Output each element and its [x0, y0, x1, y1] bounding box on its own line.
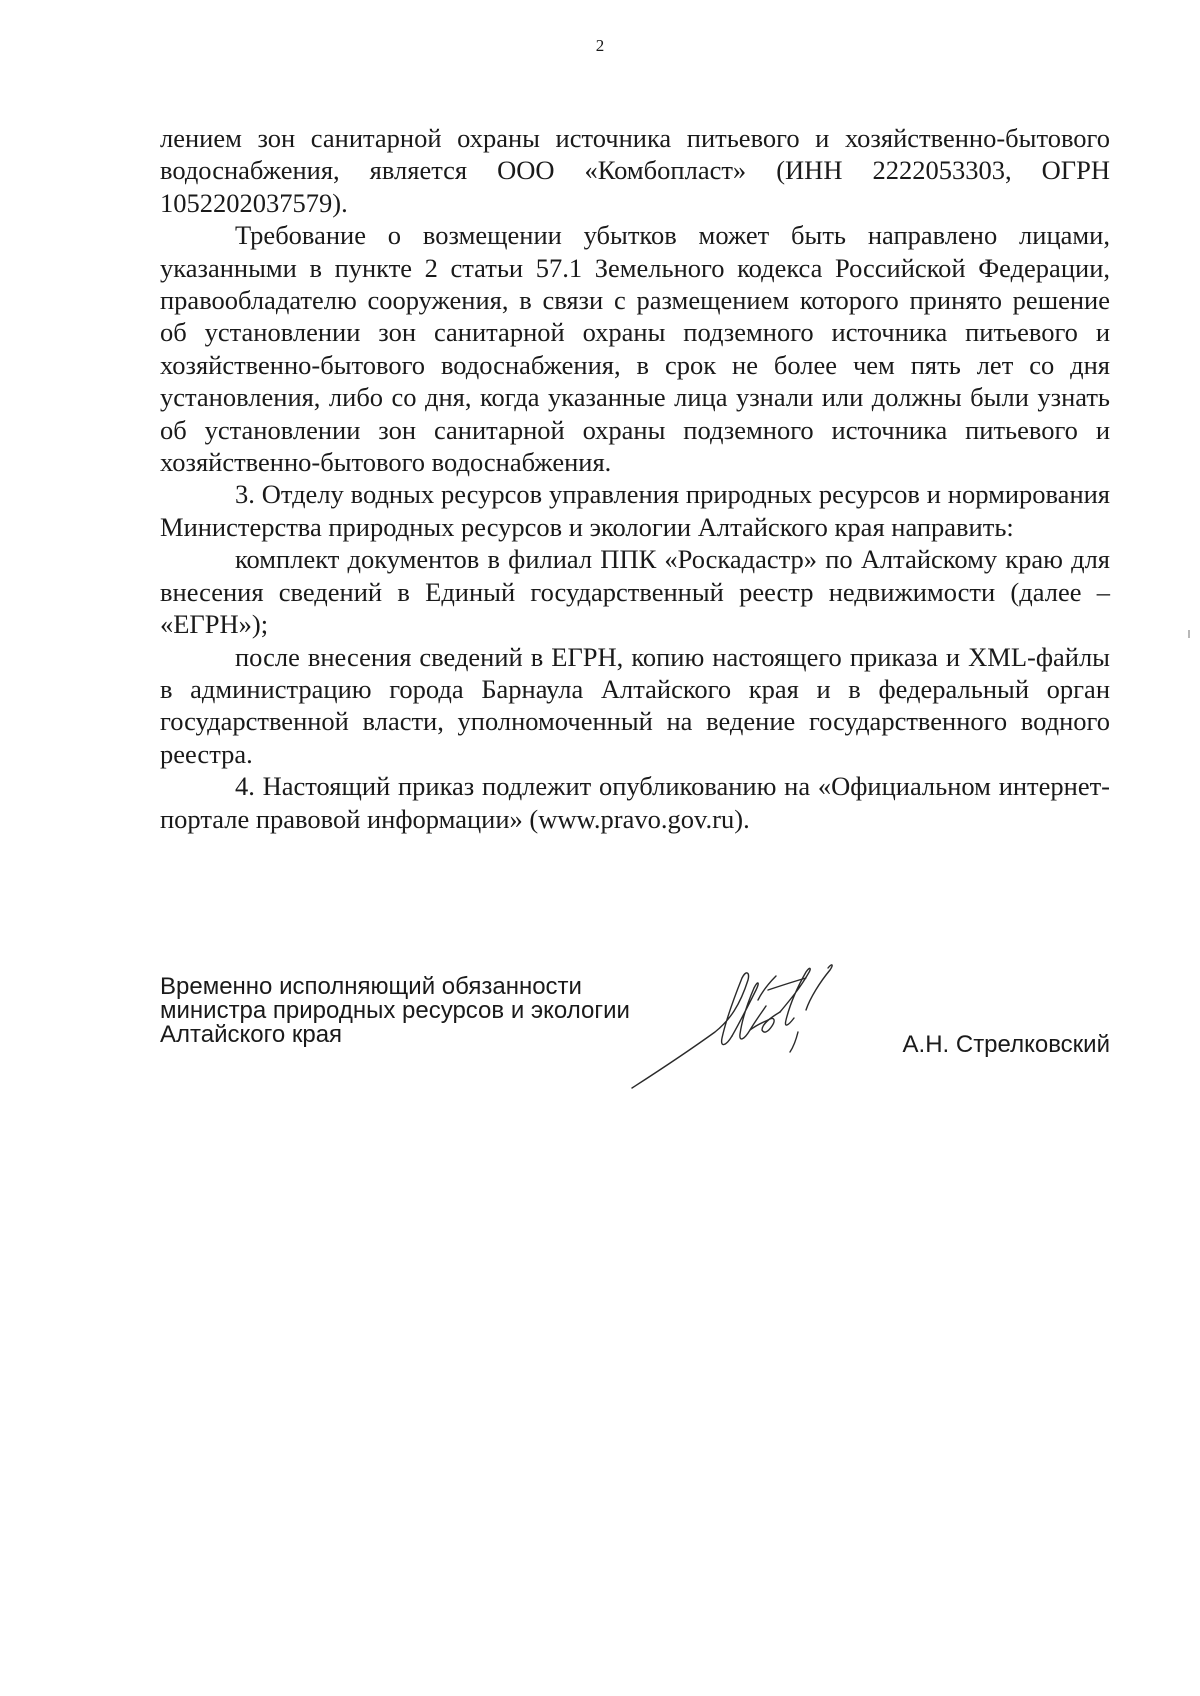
page-number: 2 — [595, 36, 605, 55]
paragraph-3: 3. Отделу водных ресурсов управления природных ресурсов и нормирования Министерства природных ресурсов и экологии Алтайского края направить: — [160, 479, 1110, 542]
paragraph-5: после внесения сведений в ЕГРН, копию настоящего приказа и XML-файлы в администрацию города Барнаула Алтайского края и в федеральный орган государственной власти, уполномоченный на ведение государственного водного реестра. — [160, 641, 1110, 769]
signature-block — [160, 975, 1110, 1115]
signatory-position — [160, 975, 630, 1047]
document-body — [160, 122, 1110, 835]
paragraph-1: лением зон санитарной охраны источника питьевого и хозяйственно-бытового водоснабжения, является ООО «Комбопласт» (ИНН 2222053303, ОГРН 1052202037579). — [160, 123, 1110, 218]
paragraph-2: Требование о возмещении убытков может быть направлено лицами, указанными в пункте 2 статьи 57.1 Земельного кодекса Российской Федерации, правообладателю сооружения, в связи с размещением которого принято решение об установлении зон санитарной охраны подземного источника питьевого и хозяйственно-бытового водоснабжения, в срок не более чем пять лет со дня установления, либо со дня, когда указанные лица узнали или должны были узнать об установлении зон санитарной охраны подземного источника питьевого и хозяйственно-бытового водоснабжения. — [160, 220, 1110, 478]
signatory-position-line: Временно исполняющий обязанности — [160, 973, 582, 1000]
signatory-position-line: Алтайского края — [160, 1021, 343, 1048]
paragraph-4: комплект документов в филиал ППК «Роскадастр» по Алтайскому краю для внесения сведений в Единый государственный реестр недвижимости (далее – «ЕГРН»); — [160, 544, 1110, 640]
signatory-position-line: министра природных ресурсов и экологии — [160, 997, 630, 1024]
paragraph-6: 4. Настоящий приказ подлежит опубликованию на «Официальном интернет-портале правовой информации» (www.pravo.gov.ru). — [160, 771, 1110, 834]
handwritten-signature — [630, 960, 880, 1090]
signatory-name: А.Н. Стрелковский — [902, 1031, 1110, 1058]
scan-edge-mark — [1188, 630, 1190, 638]
